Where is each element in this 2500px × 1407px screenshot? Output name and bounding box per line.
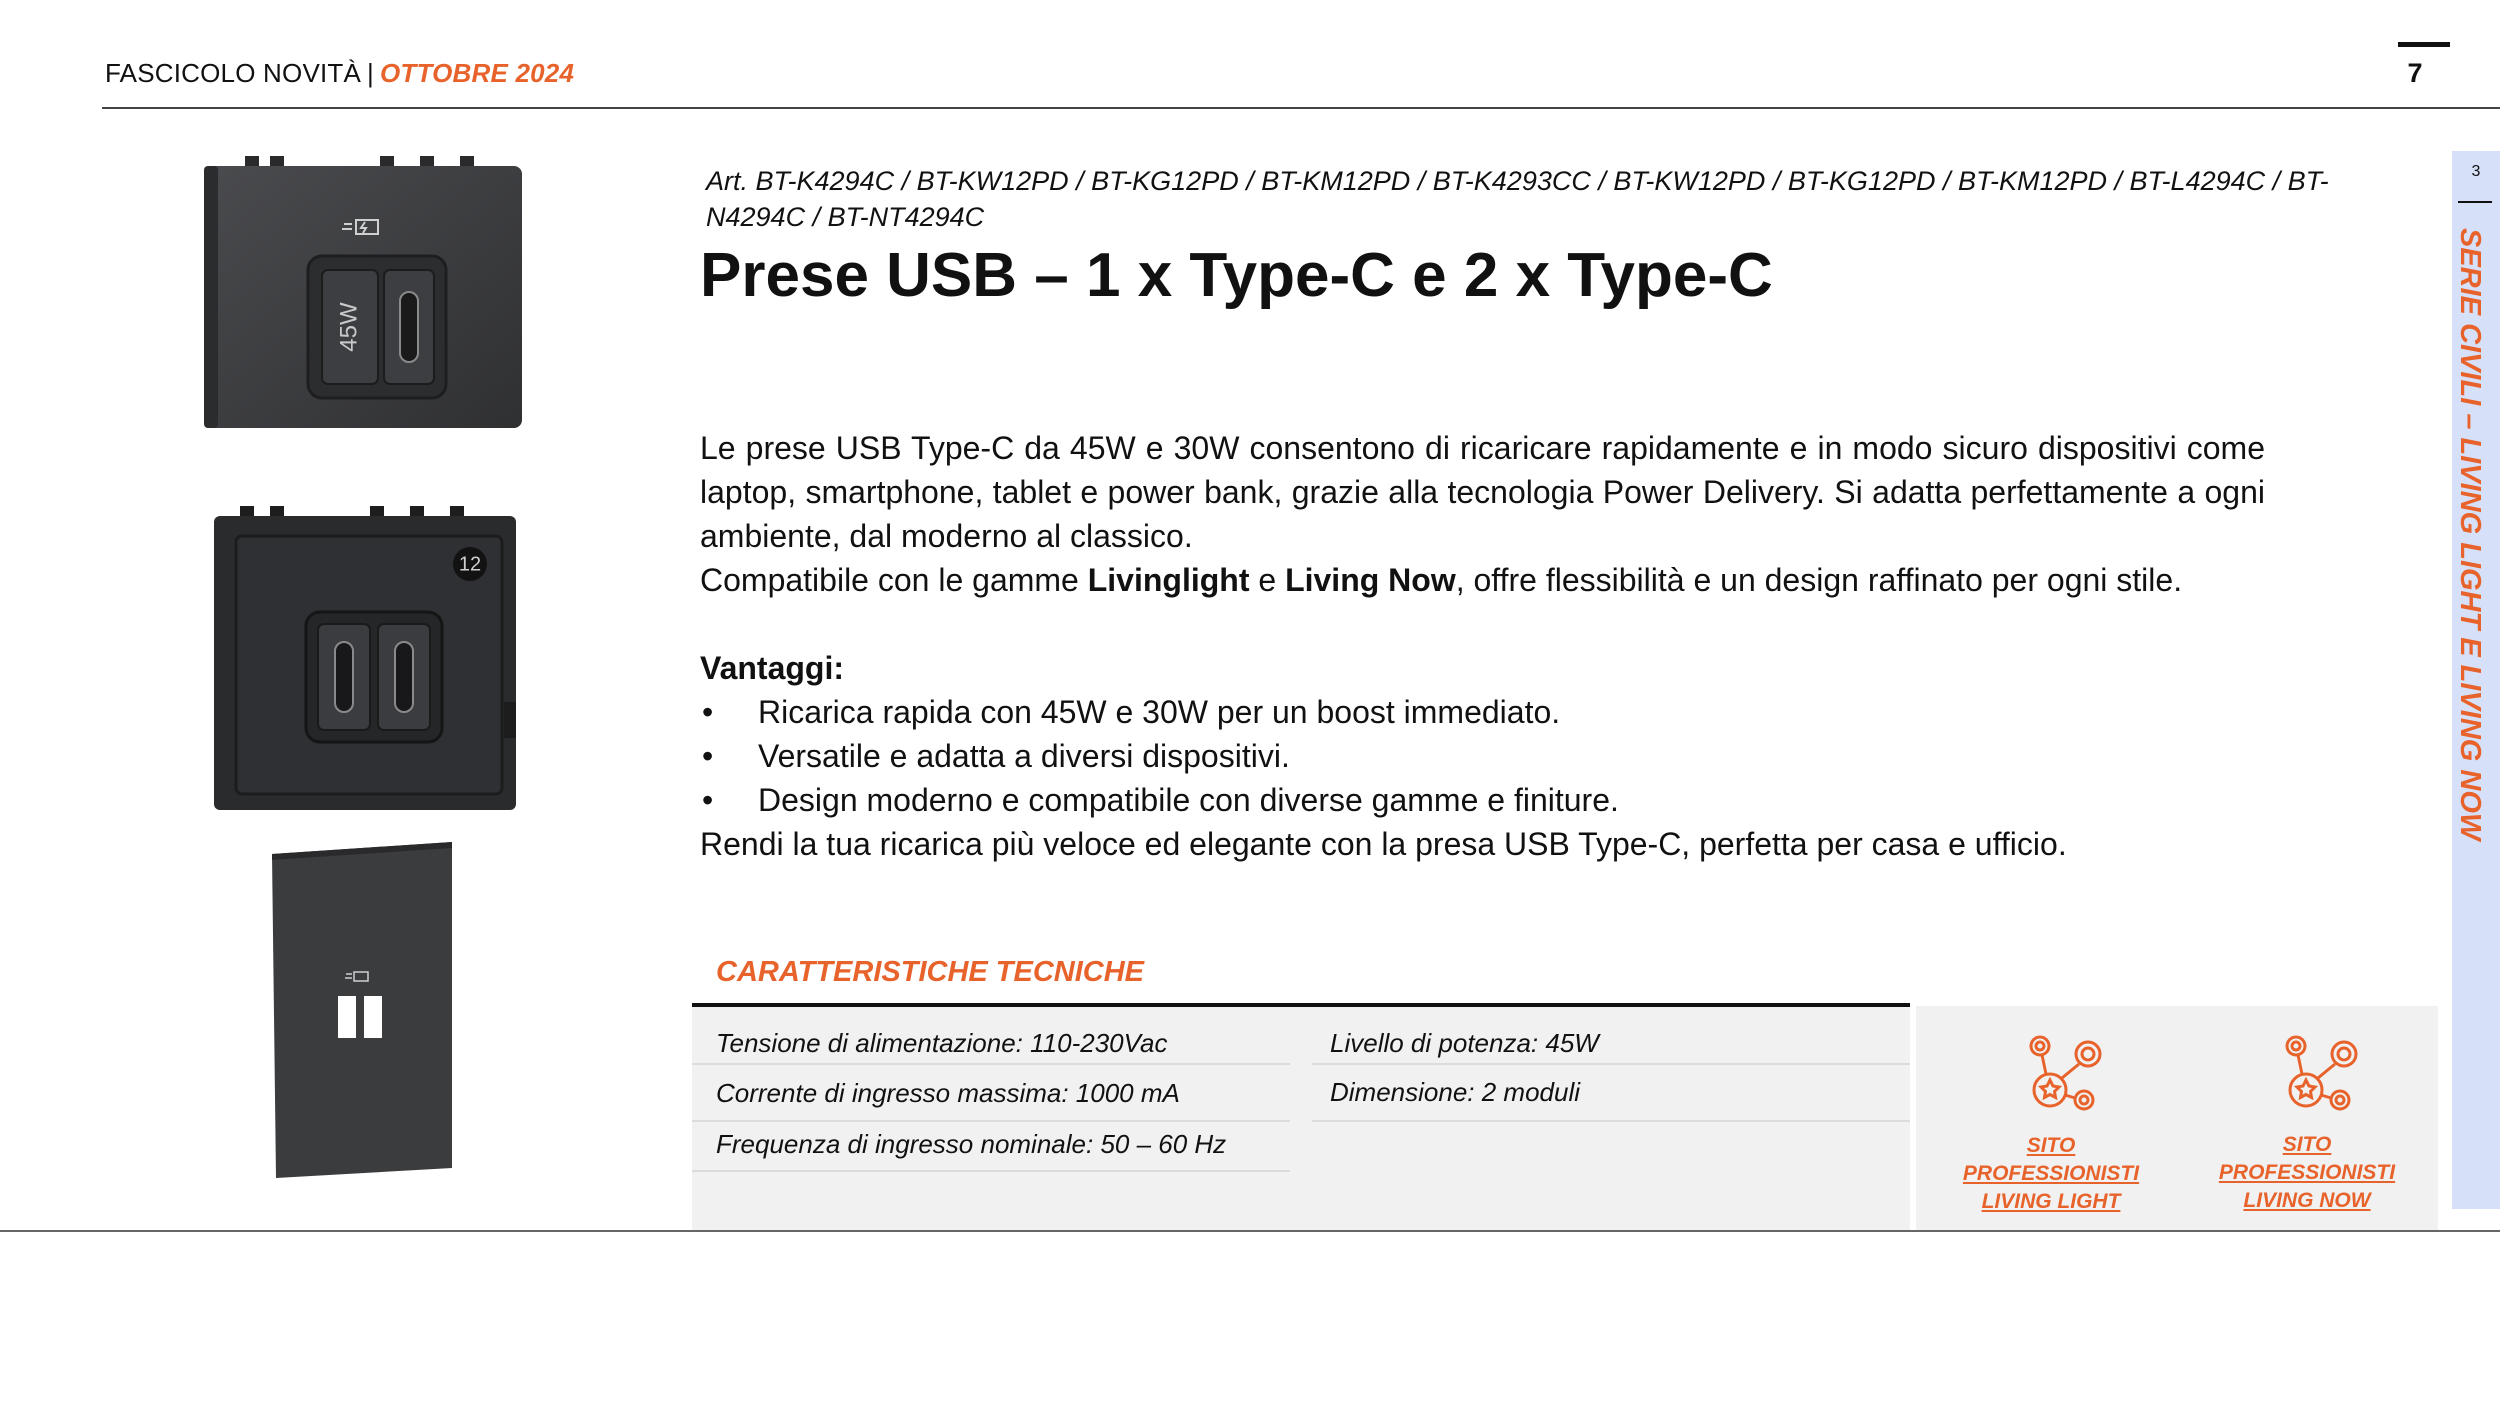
intro-paragraph: Le prese USB Type-C da 45W e 30W consentono di ricaricare rapidamente e in modo sicuro dispositivi come laptop, smartphone, tablet e power bank, grazie alla tecnologia Power Delivery. Si adatta perfettamente a ogni ambiente, dal moderno al classico. [700, 430, 2265, 554]
header-breadcrumb [105, 58, 574, 89]
footer-rule [0, 1230, 2500, 1232]
link-text-line: SITO [2282, 1133, 2332, 1156]
page-number-bar [2398, 42, 2450, 47]
page-number: 7 [2407, 58, 2423, 88]
header-rule [102, 107, 2500, 109]
product-image-cover-plate [268, 838, 458, 1182]
spec-power-level: Livello di potenza: 45W [1330, 1028, 1599, 1058]
link-text-line: PROFESSIONISTI [2218, 1161, 2396, 1184]
section-number: 3 [2471, 163, 2481, 180]
link-living-now[interactable] [2197, 1131, 2417, 1215]
compat-text-after: , offre flessibilità e un design raffinato per ogni stile. [1455, 562, 2183, 598]
link-text-line: PROFESSIONISTI [1962, 1162, 2140, 1185]
advantages-heading: Vantaggi: [700, 650, 845, 686]
closing-paragraph: Rendi la tua ricarica più veloce ed elegante con la presa USB Type-C, perfetta per casa e ufficio. [700, 826, 2067, 862]
publication-name: FASCICOLO NOVITÀ [105, 58, 362, 88]
network-star-icon[interactable] [2026, 1032, 2104, 1114]
spec-max-current: Corrente di ingresso massima: 1000 mA [716, 1078, 1180, 1108]
article-codes: Art. BT-K4294C / BT-KW12PD / BT-KG12PD / BT-KM12PD / BT-K4293CC / BT-KW12PD / BT-KG12PD / BT-KM12PD / BT-L4294C / BT-N4294C / BT-NT4294C [706, 166, 2329, 233]
spec-row-divider [692, 1170, 1290, 1172]
brand-living-now: Living Now [1285, 562, 1456, 598]
network-star-icon[interactable] [2282, 1032, 2360, 1114]
publication-month: OTTOBRE 2024 [380, 58, 575, 88]
page-title: Prese USB – 1 x Type-C e 2 x Type-C [700, 241, 1773, 310]
link-text-line: LIVING LIGHT [1981, 1190, 2121, 1213]
spec-voltage: Tensione di alimentazione: 110-230Vac [716, 1028, 1168, 1058]
product-image-double-usbc [210, 502, 520, 814]
product-description [700, 426, 2265, 866]
link-text-line: SITO [2026, 1134, 2076, 1157]
spec-row-divider [692, 1063, 1290, 1065]
specs-heading: CARATTERISTICHE TECNICHE [716, 956, 1145, 988]
compatibility-paragraph [700, 558, 2265, 602]
advantage-item: • Versatile e adatta a diversi dispositivi. [700, 734, 2265, 778]
section-label-container [2452, 228, 2500, 868]
spec-row-divider [1312, 1063, 1910, 1065]
spec-frequency: Frequenza di ingresso nominale: 50 – 60 Hz [716, 1129, 1227, 1159]
module-power-label: 45W [335, 302, 363, 352]
product-image-single-usbc [200, 152, 530, 434]
specs-top-rule [692, 1003, 1910, 1007]
link-text-line: LIVING NOW [2243, 1189, 2371, 1212]
link-living-light[interactable] [1941, 1132, 2161, 1216]
compat-text-mid: e [1249, 562, 1286, 598]
paragraph-gap [700, 602, 2265, 646]
advantage-item: • Design moderno e compatibile con diverse gamme e finiture. [700, 778, 2265, 822]
module-number-label: 12 [458, 553, 482, 576]
section-label: SERIE CIVILI – LIVING LIGHT E LIVING NOW [2454, 228, 2486, 841]
spec-row-divider [692, 1120, 1290, 1122]
spec-row-divider [1312, 1120, 1910, 1122]
section-number-underline [2458, 201, 2492, 203]
compat-text-before: Compatibile con le gamme [700, 562, 1088, 598]
header-separator: | [367, 58, 374, 88]
spec-dimension: Dimensione: 2 moduli [1330, 1077, 1581, 1107]
advantage-item: • Ricarica rapida con 45W e 30W per un boost immediato. [700, 690, 2265, 734]
brand-livinglight: Livinglight [1087, 562, 1250, 598]
